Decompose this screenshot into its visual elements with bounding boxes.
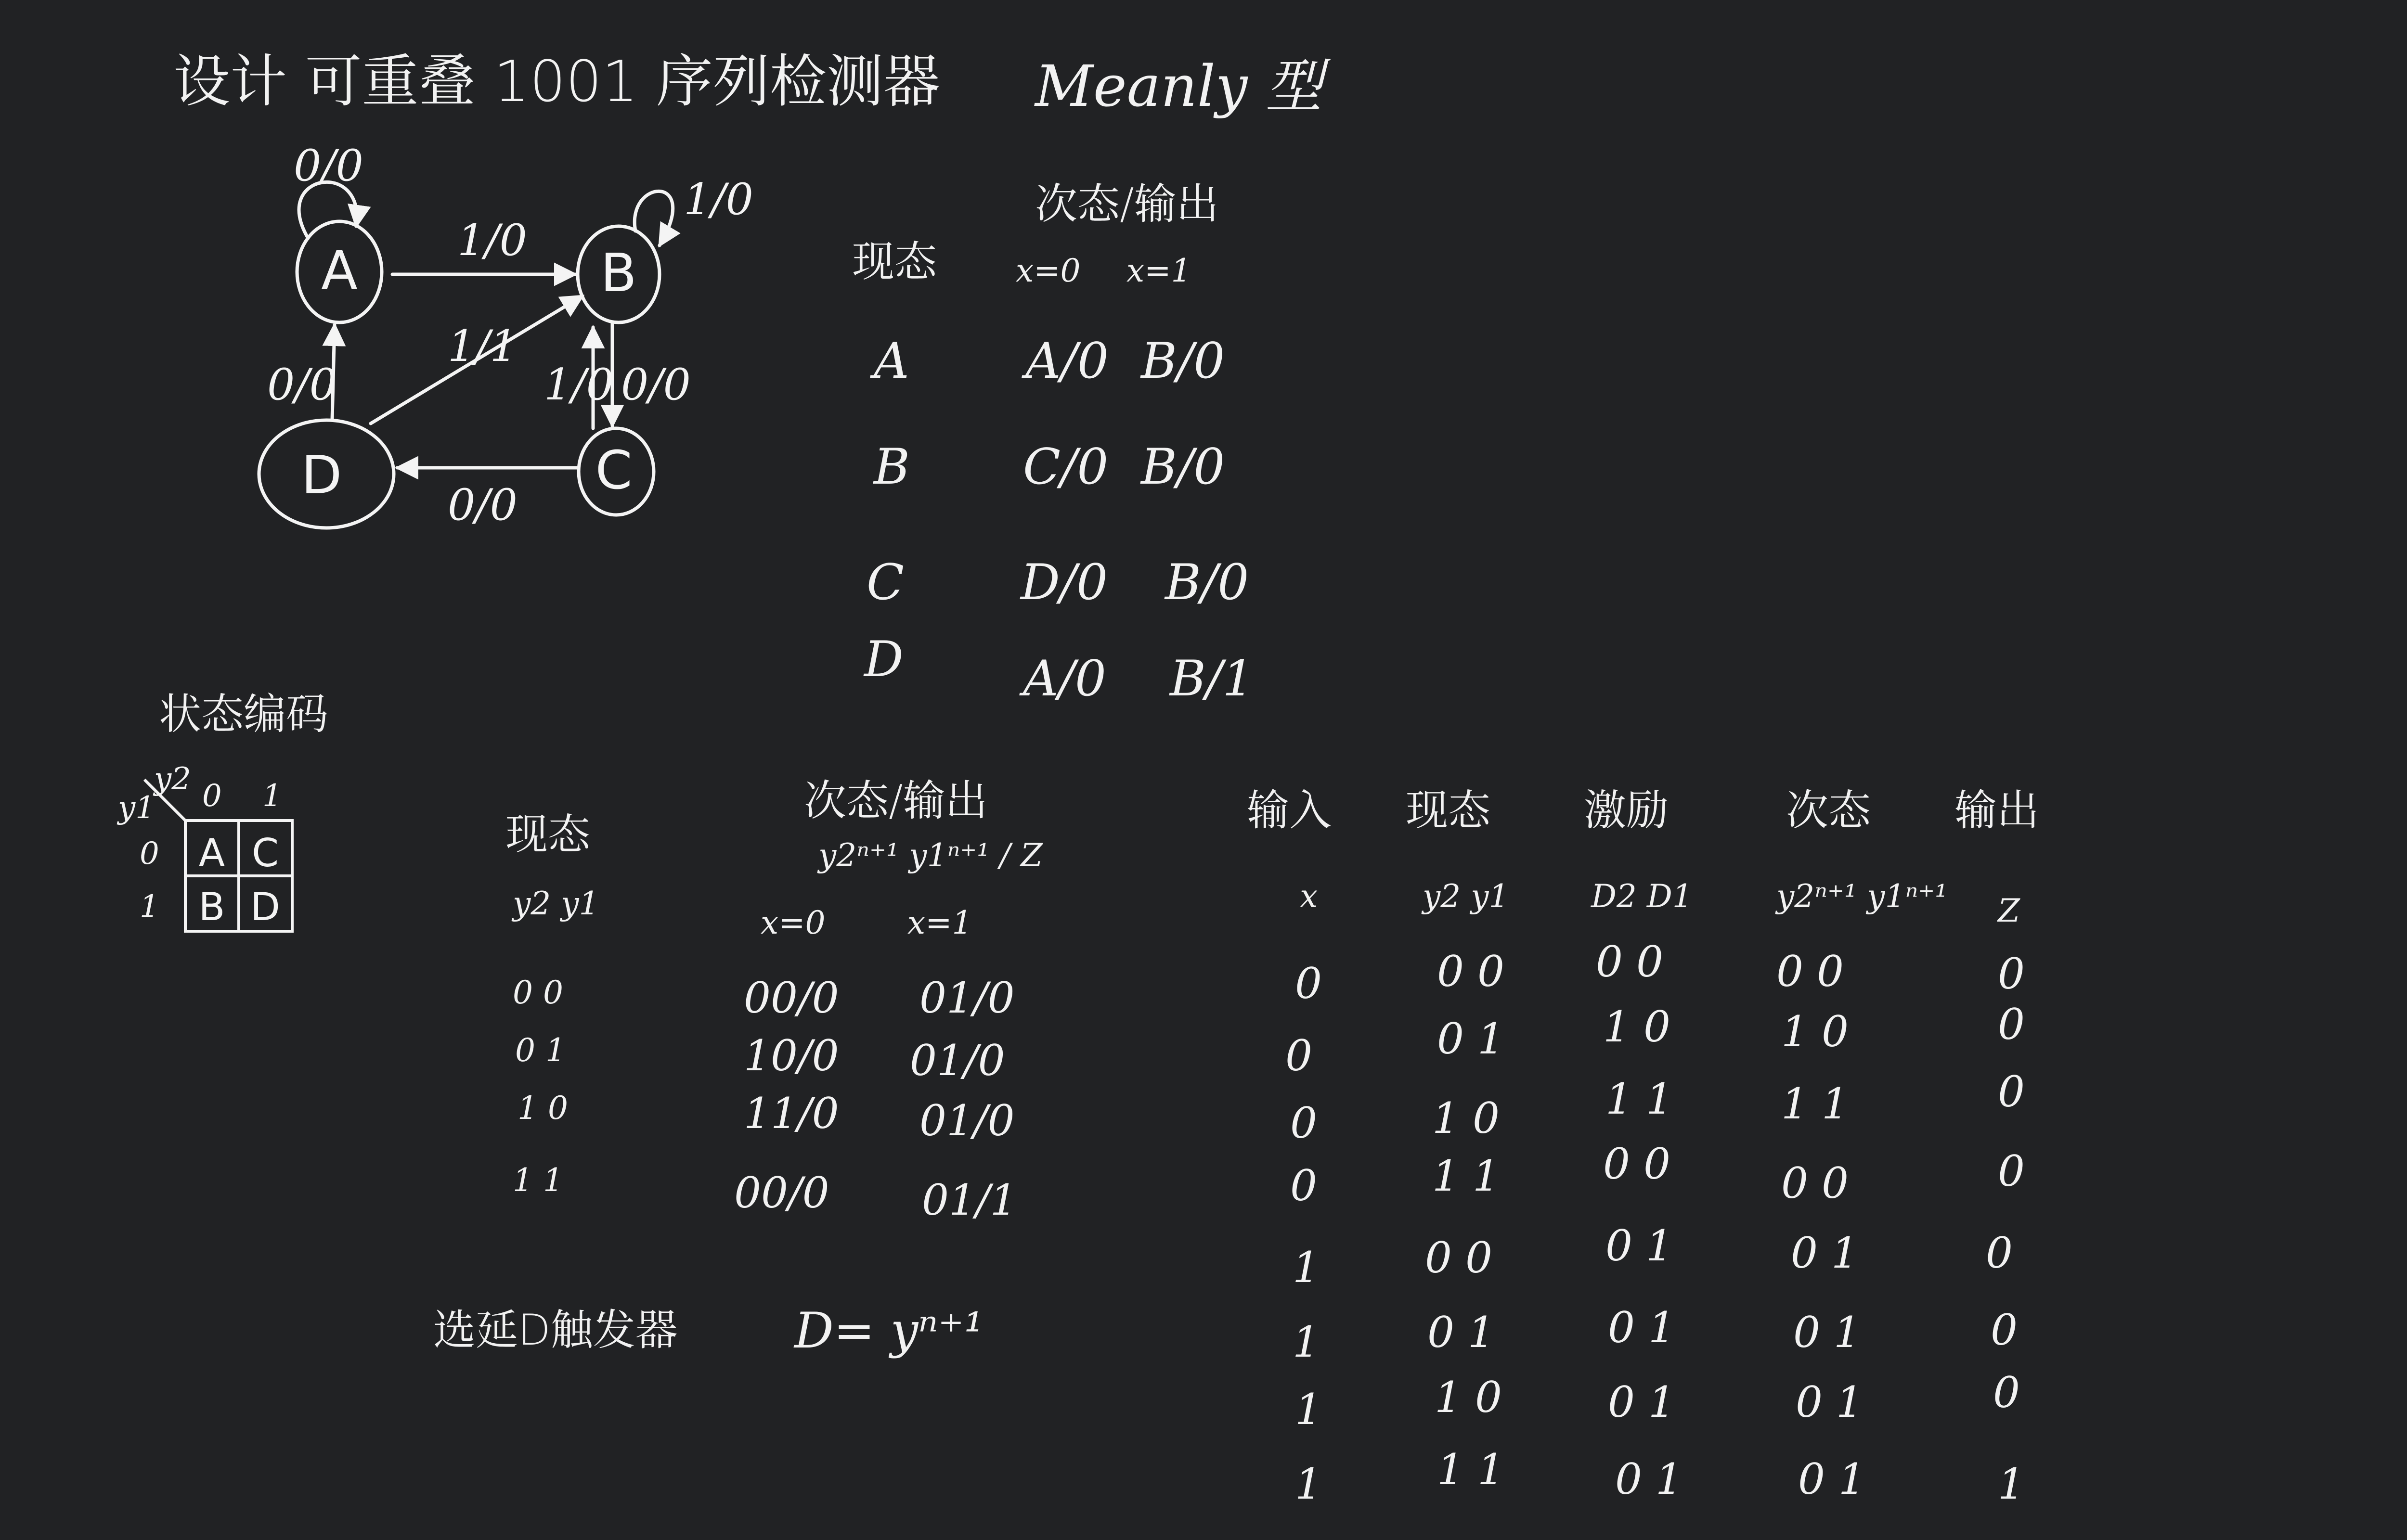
encoded-row-3-x1: 01/1 [922, 1175, 1017, 1225]
flipflop-equation: D= yⁿ⁺¹ [794, 1302, 984, 1360]
state-row-1-x0: C/0 [1023, 438, 1109, 496]
truth-cell: 0 [1998, 1000, 2025, 1049]
truth-cell: 0 [1285, 1031, 1312, 1080]
truth-header-output: 输出 [1954, 785, 2040, 835]
truth-cell: 1 1 [1781, 1079, 1849, 1129]
truth-cell: 1 0 [1432, 1093, 1500, 1143]
truth-cell: 0 0 [1776, 947, 1844, 996]
truth-sub-next: y2ⁿ⁺¹ y1ⁿ⁺¹ [1776, 878, 1948, 915]
truth-cell: 0 1 [1791, 1228, 1858, 1278]
state-row-2-x1: B/0 [1165, 554, 1249, 611]
encoded-row-3-state: 1 1 [513, 1162, 563, 1199]
truth-cell: 1 [1293, 1317, 1320, 1367]
encoded-x1-header: x=1 [907, 904, 972, 941]
state-table-x0-header: x=0 [1016, 252, 1081, 289]
encoded-row-2-state: 1 0 [518, 1090, 568, 1127]
encoded-x0-header: x=0 [761, 904, 826, 941]
kmap-cell-01: C [252, 831, 279, 875]
state-row-2-x0: D/0 [1021, 554, 1108, 611]
truth-cell: 0 1 [1793, 1308, 1861, 1357]
truth-cell: 0 1 [1608, 1303, 1675, 1352]
truth-cell: 1 [1295, 1459, 1322, 1509]
truth-cell: 0 [1998, 1067, 2025, 1116]
truth-cell: 1 1 [1432, 1151, 1500, 1201]
truth-cell: 0 0 [1425, 1233, 1492, 1283]
edge-label-B-C: 0/0 [621, 359, 691, 410]
encoded-row-1-state: 0 1 [515, 1032, 566, 1069]
truth-cell: 0 [1290, 1161, 1317, 1210]
state-table-x1-header: x=1 [1126, 252, 1191, 289]
truth-header-present: 现态 [1406, 785, 1491, 835]
kmap-col-header-0: 0 [202, 778, 222, 814]
truth-header-input: 输入 [1247, 785, 1332, 835]
encoded-present-header: 现态 [505, 809, 591, 859]
encoded-row-2-x0: 11/0 [744, 1089, 839, 1138]
kmap-col-header-1: 1 [262, 778, 282, 814]
kmap-cell-10: B [198, 885, 225, 929]
encoded-row-0-state: 0 0 [513, 974, 563, 1011]
edge-label-D-B: 1/1 [448, 321, 518, 372]
state-row-3-x1: B/1 [1170, 650, 1254, 707]
encoded-present-sub: y2 y1 [513, 885, 599, 922]
encoding-title: 状态编码 [159, 689, 329, 739]
truth-cell: 1 [1293, 1243, 1320, 1292]
truth-header-next: 次态 [1786, 785, 1871, 835]
truth-cell: 0 1 [1796, 1377, 1863, 1427]
kmap-axis-row: y1 [118, 790, 155, 826]
edge-label-D-A: 0/0 [267, 359, 337, 410]
truth-sub-z: Z [1998, 892, 2020, 929]
truth-cell: 1 0 [1603, 1002, 1670, 1052]
edge-label-C-D: 0/0 [448, 480, 518, 530]
kmap-cell-00: A [198, 831, 225, 875]
encoded-row-3-x0: 00/0 [734, 1168, 829, 1218]
truth-cell: 0 0 [1603, 1139, 1670, 1189]
state-row-1-state: B [874, 438, 910, 496]
truth-cell: 0 [1290, 1098, 1317, 1148]
encoded-next-header: 次态/输出 [804, 776, 988, 825]
state-table-next-header: 次态/输出 [1035, 179, 1219, 229]
truth-cell: 0 [1295, 959, 1322, 1008]
truth-cell: 1 [1998, 1459, 2025, 1509]
encoded-row-0-x0: 00/0 [744, 973, 839, 1023]
kmap-axis-col: y2 [154, 761, 191, 797]
truth-cell: 0 1 [1427, 1308, 1495, 1357]
truth-cell: 0 0 [1781, 1158, 1849, 1208]
kmap-row-header-1: 1 [140, 889, 159, 924]
truth-cell: 0 1 [1615, 1454, 1682, 1504]
truth-cell: 0 1 [1798, 1454, 1865, 1504]
state-row-1-x1: B/0 [1141, 438, 1225, 496]
truth-cell: 1 0 [1781, 1007, 1849, 1056]
truth-cell: 0 1 [1437, 1014, 1504, 1064]
truth-sub-excitation: D2 D1 [1591, 878, 1693, 915]
truth-cell: 0 [1998, 1146, 2025, 1196]
edge-label-A-A: 0/0 [294, 141, 363, 191]
truth-cell: 0 1 [1605, 1221, 1673, 1270]
truth-sub-x: x [1300, 878, 1318, 915]
truth-cell: 0 [1993, 1368, 2020, 1417]
encoded-row-0-x1: 01/0 [919, 973, 1015, 1023]
node-label-B: B [600, 242, 637, 304]
edge-label-C-B: 1/0 [544, 359, 614, 410]
node-label-D: D [301, 444, 342, 506]
truth-cell: 0 [1986, 1228, 2013, 1278]
state-row-3-x0: A/0 [1023, 650, 1106, 707]
state-row-2-state: C [867, 554, 905, 611]
encoded-row-2-x1: 01/0 [919, 1096, 1015, 1145]
truth-cell: 0 0 [1596, 937, 1663, 987]
truth-cell: 1 0 [1435, 1373, 1502, 1422]
truth-cell: 0 0 [1437, 947, 1504, 996]
encoded-next-sub: y2ⁿ⁺¹ y1ⁿ⁺¹ / Z [818, 837, 1043, 874]
encoded-row-1-x1: 01/0 [910, 1036, 1005, 1085]
page-title: 设计 可重叠 1001 序列检测器 [173, 48, 940, 115]
node-label-A: A [321, 240, 358, 301]
truth-cell: 1 1 [1437, 1445, 1504, 1494]
truth-cell: 0 [1991, 1305, 2018, 1355]
truth-cell: 1 [1295, 1385, 1322, 1434]
edge-label-B-B: 1/0 [684, 174, 753, 225]
state-row-0-x0: A/0 [1025, 333, 1109, 390]
truth-sub-present: y2 y1 [1423, 878, 1509, 915]
state-row-0-state: A [874, 333, 909, 390]
flipflop-note: 选延D触发器 [433, 1305, 678, 1355]
truth-cell: 0 [1998, 949, 2025, 999]
kmap-row-header-0: 0 [140, 836, 159, 872]
state-row-3-state: D [864, 631, 904, 688]
state-table-present-header: 现态 [852, 237, 937, 286]
kmap-cell-11: D [250, 885, 280, 929]
node-label-C: C [595, 439, 633, 501]
truth-header-excitation: 激励 [1584, 785, 1669, 835]
machine-type: Meanly 型 [1035, 53, 1322, 119]
edge-label-A-B: 1/0 [457, 215, 527, 266]
state-row-0-x1: B/0 [1141, 333, 1225, 390]
truth-cell: 1 1 [1605, 1074, 1673, 1124]
encoded-row-1-x0: 10/0 [744, 1031, 839, 1080]
truth-cell: 0 1 [1608, 1377, 1675, 1427]
